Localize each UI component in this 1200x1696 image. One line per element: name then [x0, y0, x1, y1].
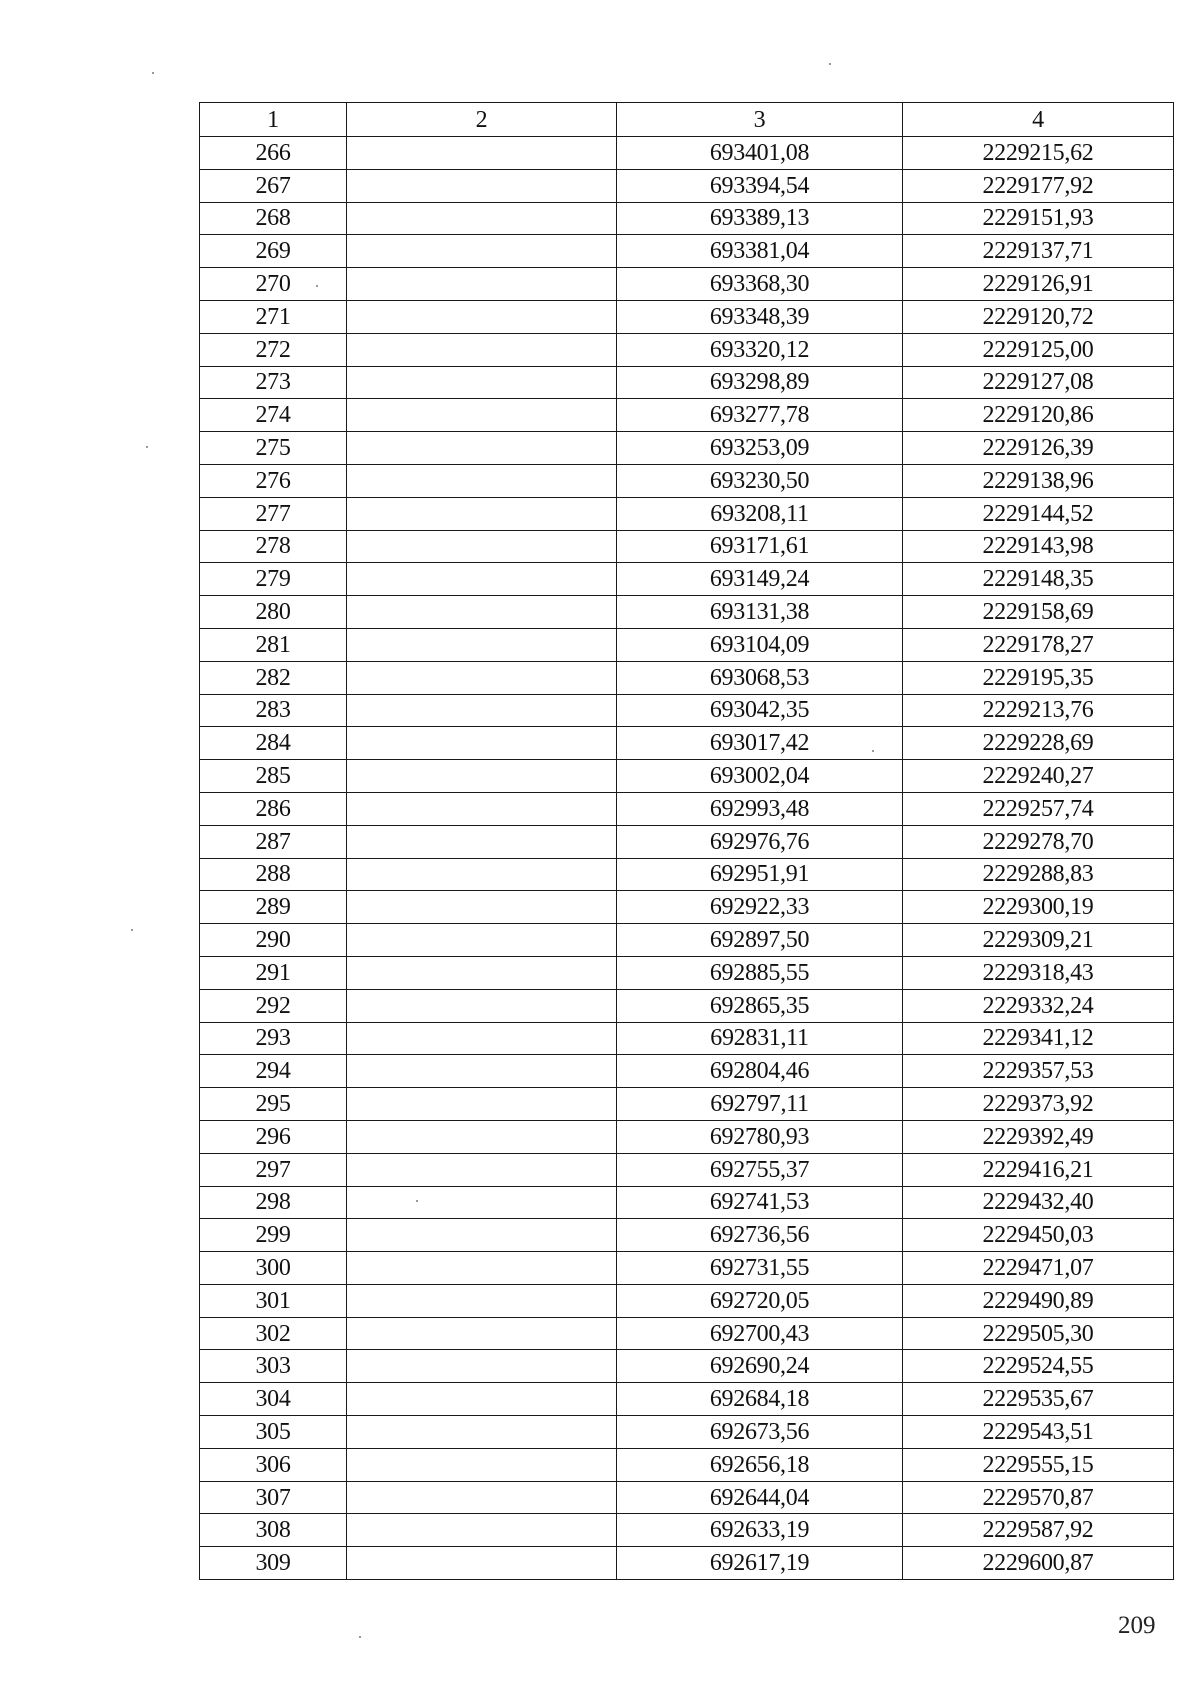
cell-coordinate-y: 2229543,51 [903, 1416, 1174, 1449]
table-row [200, 989, 1174, 1022]
cell-coordinate-x: 692804,46 [617, 1055, 903, 1088]
table-row [200, 563, 1174, 596]
cell-coordinate-x: 692731,55 [617, 1252, 903, 1285]
table-row [200, 858, 1174, 891]
table-row [200, 268, 1174, 301]
scan-speck [872, 750, 874, 752]
cell-point-number: 268 [200, 202, 347, 235]
table-row [200, 1219, 1174, 1252]
cell-coordinate-x: 693381,04 [617, 235, 903, 268]
cell-coordinate-x: 692993,48 [617, 792, 903, 825]
cell-coordinate-y: 2229318,43 [903, 956, 1174, 989]
cell-point-number: 297 [200, 1153, 347, 1186]
cell-coordinate-y: 2229300,19 [903, 891, 1174, 924]
table-row [200, 333, 1174, 366]
cell-point-number: 298 [200, 1186, 347, 1219]
cell-coordinate-x: 693389,13 [617, 202, 903, 235]
cell-col-2 [347, 596, 617, 629]
cell-col-2 [347, 1186, 617, 1219]
cell-coordinate-x: 693230,50 [617, 464, 903, 497]
table-row [200, 235, 1174, 268]
cell-col-2 [347, 1547, 617, 1580]
cell-col-2 [347, 760, 617, 793]
table-row [200, 1284, 1174, 1317]
table-row [200, 1252, 1174, 1285]
cell-coordinate-x: 693320,12 [617, 333, 903, 366]
page-number: 209 [1118, 1612, 1156, 1639]
cell-coordinate-x: 693368,30 [617, 268, 903, 301]
cell-col-2 [347, 694, 617, 727]
cell-point-number: 306 [200, 1448, 347, 1481]
cell-point-number: 277 [200, 497, 347, 530]
cell-col-2 [347, 464, 617, 497]
table-row [200, 596, 1174, 629]
cell-point-number: 291 [200, 956, 347, 989]
cell-coordinate-x: 693208,11 [617, 497, 903, 530]
table-row [200, 464, 1174, 497]
table-row [200, 1514, 1174, 1547]
cell-coordinate-x: 692780,93 [617, 1120, 903, 1153]
cell-col-2 [347, 300, 617, 333]
table-row [200, 956, 1174, 989]
cell-col-2 [347, 1317, 617, 1350]
cell-coordinate-y: 2229177,92 [903, 169, 1174, 202]
cell-col-2 [347, 1252, 617, 1285]
cell-coordinate-x: 692700,43 [617, 1317, 903, 1350]
cell-col-2 [347, 628, 617, 661]
cell-coordinate-x: 693017,42 [617, 727, 903, 760]
cell-point-number: 309 [200, 1547, 347, 1580]
cell-coordinate-y: 2229432,40 [903, 1186, 1174, 1219]
cell-coordinate-y: 2229357,53 [903, 1055, 1174, 1088]
table-row [200, 1317, 1174, 1350]
cell-col-2 [347, 1088, 617, 1121]
column-header-4: 4 [903, 103, 1174, 137]
cell-coordinate-x: 693277,78 [617, 399, 903, 432]
cell-coordinate-x: 692797,11 [617, 1088, 903, 1121]
cell-coordinate-x: 692736,56 [617, 1219, 903, 1252]
cell-coordinate-y: 2229505,30 [903, 1317, 1174, 1350]
table-row [200, 1022, 1174, 1055]
cell-point-number: 278 [200, 530, 347, 563]
table-row [200, 628, 1174, 661]
cell-coordinate-y: 2229151,93 [903, 202, 1174, 235]
cell-coordinate-x: 692922,33 [617, 891, 903, 924]
cell-coordinate-y: 2229120,72 [903, 300, 1174, 333]
cell-point-number: 292 [200, 989, 347, 1022]
cell-coordinate-x: 692633,19 [617, 1514, 903, 1547]
cell-col-2 [347, 1383, 617, 1416]
cell-coordinate-x: 692690,24 [617, 1350, 903, 1383]
table-row [200, 432, 1174, 465]
table-row [200, 825, 1174, 858]
cell-col-2 [347, 661, 617, 694]
cell-col-2 [347, 1153, 617, 1186]
cell-col-2 [347, 1448, 617, 1481]
cell-coordinate-y: 2229137,71 [903, 235, 1174, 268]
cell-point-number: 300 [200, 1252, 347, 1285]
cell-col-2 [347, 268, 617, 301]
cell-coordinate-y: 2229450,03 [903, 1219, 1174, 1252]
cell-coordinate-x: 693401,08 [617, 137, 903, 170]
cell-col-2 [347, 1120, 617, 1153]
cell-coordinate-x: 692684,18 [617, 1383, 903, 1416]
cell-point-number: 294 [200, 1055, 347, 1088]
cell-col-2 [347, 1055, 617, 1088]
cell-col-2 [347, 1416, 617, 1449]
table-row [200, 1416, 1174, 1449]
cell-coordinate-y: 2229126,39 [903, 432, 1174, 465]
cell-point-number: 282 [200, 661, 347, 694]
cell-coordinate-x: 693042,35 [617, 694, 903, 727]
cell-col-2 [347, 1350, 617, 1383]
cell-col-2 [347, 366, 617, 399]
table-row [200, 1186, 1174, 1219]
cell-col-2 [347, 727, 617, 760]
cell-point-number: 305 [200, 1416, 347, 1449]
cell-coordinate-x: 693068,53 [617, 661, 903, 694]
table-row [200, 1547, 1174, 1580]
cell-point-number: 284 [200, 727, 347, 760]
cell-coordinate-x: 693394,54 [617, 169, 903, 202]
table-row [200, 1350, 1174, 1383]
cell-coordinate-y: 2229332,24 [903, 989, 1174, 1022]
cell-coordinate-y: 2229392,49 [903, 1120, 1174, 1153]
cell-col-2 [347, 563, 617, 596]
cell-coordinate-x: 692897,50 [617, 924, 903, 957]
scan-speck [131, 929, 133, 931]
cell-col-2 [347, 1022, 617, 1055]
cell-point-number: 269 [200, 235, 347, 268]
table-body [200, 137, 1174, 1580]
table-row [200, 1448, 1174, 1481]
cell-coordinate-x: 693149,24 [617, 563, 903, 596]
cell-point-number: 270 [200, 268, 347, 301]
cell-coordinate-y: 2229341,12 [903, 1022, 1174, 1055]
cell-col-2 [347, 1219, 617, 1252]
cell-point-number: 266 [200, 137, 347, 170]
cell-point-number: 304 [200, 1383, 347, 1416]
cell-coordinate-x: 692720,05 [617, 1284, 903, 1317]
cell-point-number: 289 [200, 891, 347, 924]
cell-coordinate-x: 693131,38 [617, 596, 903, 629]
cell-point-number: 287 [200, 825, 347, 858]
cell-col-2 [347, 956, 617, 989]
cell-col-2 [347, 891, 617, 924]
column-header-2: 2 [347, 103, 617, 137]
table-row [200, 792, 1174, 825]
cell-coordinate-y: 2229143,98 [903, 530, 1174, 563]
cell-coordinate-x: 693348,39 [617, 300, 903, 333]
cell-point-number: 307 [200, 1481, 347, 1514]
cell-point-number: 285 [200, 760, 347, 793]
cell-col-2 [347, 202, 617, 235]
cell-coordinate-y: 2229570,87 [903, 1481, 1174, 1514]
scan-speck [146, 446, 148, 448]
cell-point-number: 280 [200, 596, 347, 629]
cell-col-2 [347, 399, 617, 432]
cell-coordinate-x: 692741,53 [617, 1186, 903, 1219]
cell-col-2 [347, 792, 617, 825]
table-row [200, 760, 1174, 793]
cell-point-number: 272 [200, 333, 347, 366]
cell-coordinate-x: 692976,76 [617, 825, 903, 858]
table-row [200, 497, 1174, 530]
table-row [200, 924, 1174, 957]
table-row [200, 137, 1174, 170]
cell-point-number: 275 [200, 432, 347, 465]
cell-col-2 [347, 497, 617, 530]
cell-point-number: 286 [200, 792, 347, 825]
cell-point-number: 308 [200, 1514, 347, 1547]
table-row [200, 202, 1174, 235]
column-header-3: 3 [617, 103, 903, 137]
scan-speck [316, 285, 318, 287]
table-row [200, 530, 1174, 563]
scan-speck [416, 1200, 418, 1202]
cell-coordinate-x: 692951,91 [617, 858, 903, 891]
cell-point-number: 279 [200, 563, 347, 596]
cell-coordinate-y: 2229471,07 [903, 1252, 1174, 1285]
cell-coordinate-y: 2229240,27 [903, 760, 1174, 793]
cell-coordinate-x: 692617,19 [617, 1547, 903, 1580]
cell-col-2 [347, 924, 617, 957]
table-row [200, 727, 1174, 760]
coordinates-table [199, 102, 1174, 1580]
cell-point-number: 273 [200, 366, 347, 399]
cell-col-2 [347, 1514, 617, 1547]
cell-point-number: 271 [200, 300, 347, 333]
cell-point-number: 303 [200, 1350, 347, 1383]
cell-coordinate-x: 693104,09 [617, 628, 903, 661]
cell-point-number: 293 [200, 1022, 347, 1055]
table-row [200, 366, 1174, 399]
scan-speck [359, 1636, 361, 1638]
cell-coordinate-y: 2229524,55 [903, 1350, 1174, 1383]
cell-col-2 [347, 432, 617, 465]
cell-col-2 [347, 137, 617, 170]
cell-coordinate-x: 693171,61 [617, 530, 903, 563]
cell-coordinate-y: 2229144,52 [903, 497, 1174, 530]
table-row [200, 1055, 1174, 1088]
cell-coordinate-x: 692755,37 [617, 1153, 903, 1186]
cell-coordinate-y: 2229126,91 [903, 268, 1174, 301]
cell-col-2 [347, 989, 617, 1022]
cell-coordinate-y: 2229600,87 [903, 1547, 1174, 1580]
cell-coordinate-x: 693002,04 [617, 760, 903, 793]
cell-coordinate-y: 2229195,35 [903, 661, 1174, 694]
column-header-1: 1 [200, 103, 347, 137]
cell-point-number: 299 [200, 1219, 347, 1252]
cell-coordinate-y: 2229178,27 [903, 628, 1174, 661]
cell-coordinate-y: 2229125,00 [903, 333, 1174, 366]
table-row [200, 661, 1174, 694]
cell-coordinate-y: 2229490,89 [903, 1284, 1174, 1317]
cell-coordinate-y: 2229127,08 [903, 366, 1174, 399]
cell-point-number: 274 [200, 399, 347, 432]
cell-coordinate-x: 693298,89 [617, 366, 903, 399]
cell-coordinate-x: 692656,18 [617, 1448, 903, 1481]
cell-coordinate-x: 693253,09 [617, 432, 903, 465]
cell-col-2 [347, 235, 617, 268]
table-row [200, 399, 1174, 432]
table-row [200, 1120, 1174, 1153]
cell-coordinate-y: 2229213,76 [903, 694, 1174, 727]
cell-col-2 [347, 858, 617, 891]
cell-col-2 [347, 333, 617, 366]
cell-coordinate-y: 2229257,74 [903, 792, 1174, 825]
cell-coordinate-y: 2229309,21 [903, 924, 1174, 957]
cell-coordinate-y: 2229535,67 [903, 1383, 1174, 1416]
cell-coordinate-x: 692865,35 [617, 989, 903, 1022]
cell-point-number: 301 [200, 1284, 347, 1317]
table-row [200, 300, 1174, 333]
cell-coordinate-x: 692885,55 [617, 956, 903, 989]
cell-coordinate-y: 2229555,15 [903, 1448, 1174, 1481]
cell-coordinate-y: 2229416,21 [903, 1153, 1174, 1186]
cell-point-number: 276 [200, 464, 347, 497]
cell-col-2 [347, 825, 617, 858]
cell-col-2 [347, 530, 617, 563]
scan-speck [152, 72, 154, 74]
table-row [200, 694, 1174, 727]
cell-point-number: 295 [200, 1088, 347, 1121]
cell-coordinate-y: 2229158,69 [903, 596, 1174, 629]
cell-point-number: 281 [200, 628, 347, 661]
cell-point-number: 290 [200, 924, 347, 957]
table-row [200, 891, 1174, 924]
cell-coordinate-y: 2229148,35 [903, 563, 1174, 596]
cell-coordinate-x: 692644,04 [617, 1481, 903, 1514]
table-row [200, 1153, 1174, 1186]
table-header-row [200, 103, 1174, 137]
cell-coordinate-y: 2229120,86 [903, 399, 1174, 432]
cell-coordinate-y: 2229228,69 [903, 727, 1174, 760]
cell-point-number: 302 [200, 1317, 347, 1350]
cell-col-2 [347, 169, 617, 202]
cell-point-number: 267 [200, 169, 347, 202]
cell-coordinate-y: 2229278,70 [903, 825, 1174, 858]
cell-coordinate-y: 2229138,96 [903, 464, 1174, 497]
cell-col-2 [347, 1481, 617, 1514]
cell-coordinate-y: 2229373,92 [903, 1088, 1174, 1121]
cell-coordinate-x: 692673,56 [617, 1416, 903, 1449]
table-row [200, 169, 1174, 202]
table-row [200, 1383, 1174, 1416]
cell-coordinate-y: 2229215,62 [903, 137, 1174, 170]
cell-point-number: 283 [200, 694, 347, 727]
table-row [200, 1088, 1174, 1121]
cell-point-number: 296 [200, 1120, 347, 1153]
table-row [200, 1481, 1174, 1514]
scan-speck [829, 63, 831, 65]
cell-point-number: 288 [200, 858, 347, 891]
cell-col-2 [347, 1284, 617, 1317]
cell-coordinate-y: 2229288,83 [903, 858, 1174, 891]
cell-coordinate-y: 2229587,92 [903, 1514, 1174, 1547]
cell-coordinate-x: 692831,11 [617, 1022, 903, 1055]
